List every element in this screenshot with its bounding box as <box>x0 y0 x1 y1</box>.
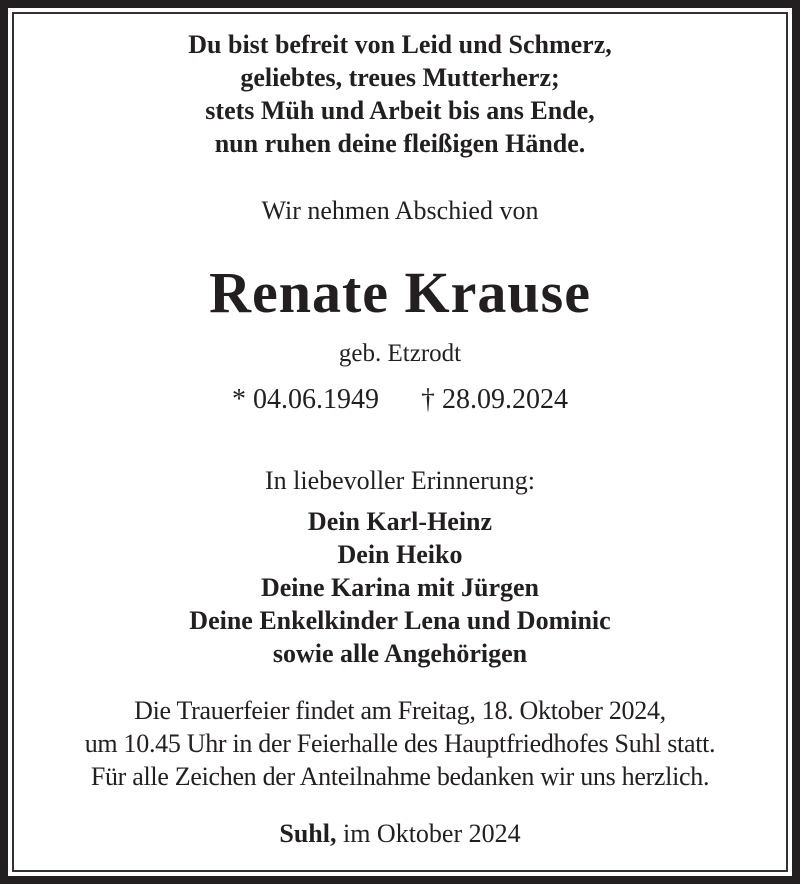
funeral-info-line: Die Trauerfeier findet am Freitag, 18. Oktober 2024, <box>134 696 666 725</box>
funeral-info <box>14 694 786 793</box>
poem-line: Du bist befreit von Leid und Schmerz, <box>188 30 612 59</box>
birth-date-group <box>232 382 379 418</box>
remembrance-heading: In liebevoller Erinnerung: <box>264 466 536 495</box>
death-symbol: † <box>421 384 435 415</box>
maiden-name: geb. Etzrodt <box>338 340 462 367</box>
closing-place: Suhl, <box>279 819 337 848</box>
life-dates <box>14 382 786 418</box>
deceased-name: Renate Krause <box>209 260 591 325</box>
birth-date: 04.06.1949 <box>253 384 379 415</box>
death-date: 28.09.2024 <box>442 384 568 415</box>
closing-date: im Oktober 2024 <box>336 819 521 848</box>
funeral-info-line: um 10.45 Uhr in der Feierhalle des Hauptfriedhofes Suhl statt. <box>84 729 716 758</box>
obituary-notice <box>12 12 788 872</box>
mourner-line: Deine Enkelkinder Lena und Dominic <box>189 606 611 635</box>
mourner-line: Dein Heiko <box>337 540 463 569</box>
memorial-poem <box>14 28 786 160</box>
poem-line: stets Müh und Arbeit bis ans Ende, <box>205 96 595 125</box>
farewell-intro: Wir nehmen Abschied von <box>261 196 539 225</box>
poem-line: nun ruhen deine fleißigen Hände. <box>214 129 586 158</box>
funeral-info-line: Für alle Zeichen der Anteilnahme bedanken wir uns herzlich. <box>90 762 710 791</box>
mourner-line: Dein Karl-Heinz <box>307 507 493 536</box>
birth-symbol: * <box>232 384 246 415</box>
mourner-line: sowie alle Angehörigen <box>272 639 528 668</box>
mourners-list <box>14 505 786 670</box>
mourner-line: Deine Karina mit Jürgen <box>260 573 540 602</box>
poem-line: geliebtes, treues Mutterherz; <box>240 63 560 92</box>
closing-line <box>14 817 786 850</box>
death-date-group <box>421 382 568 418</box>
